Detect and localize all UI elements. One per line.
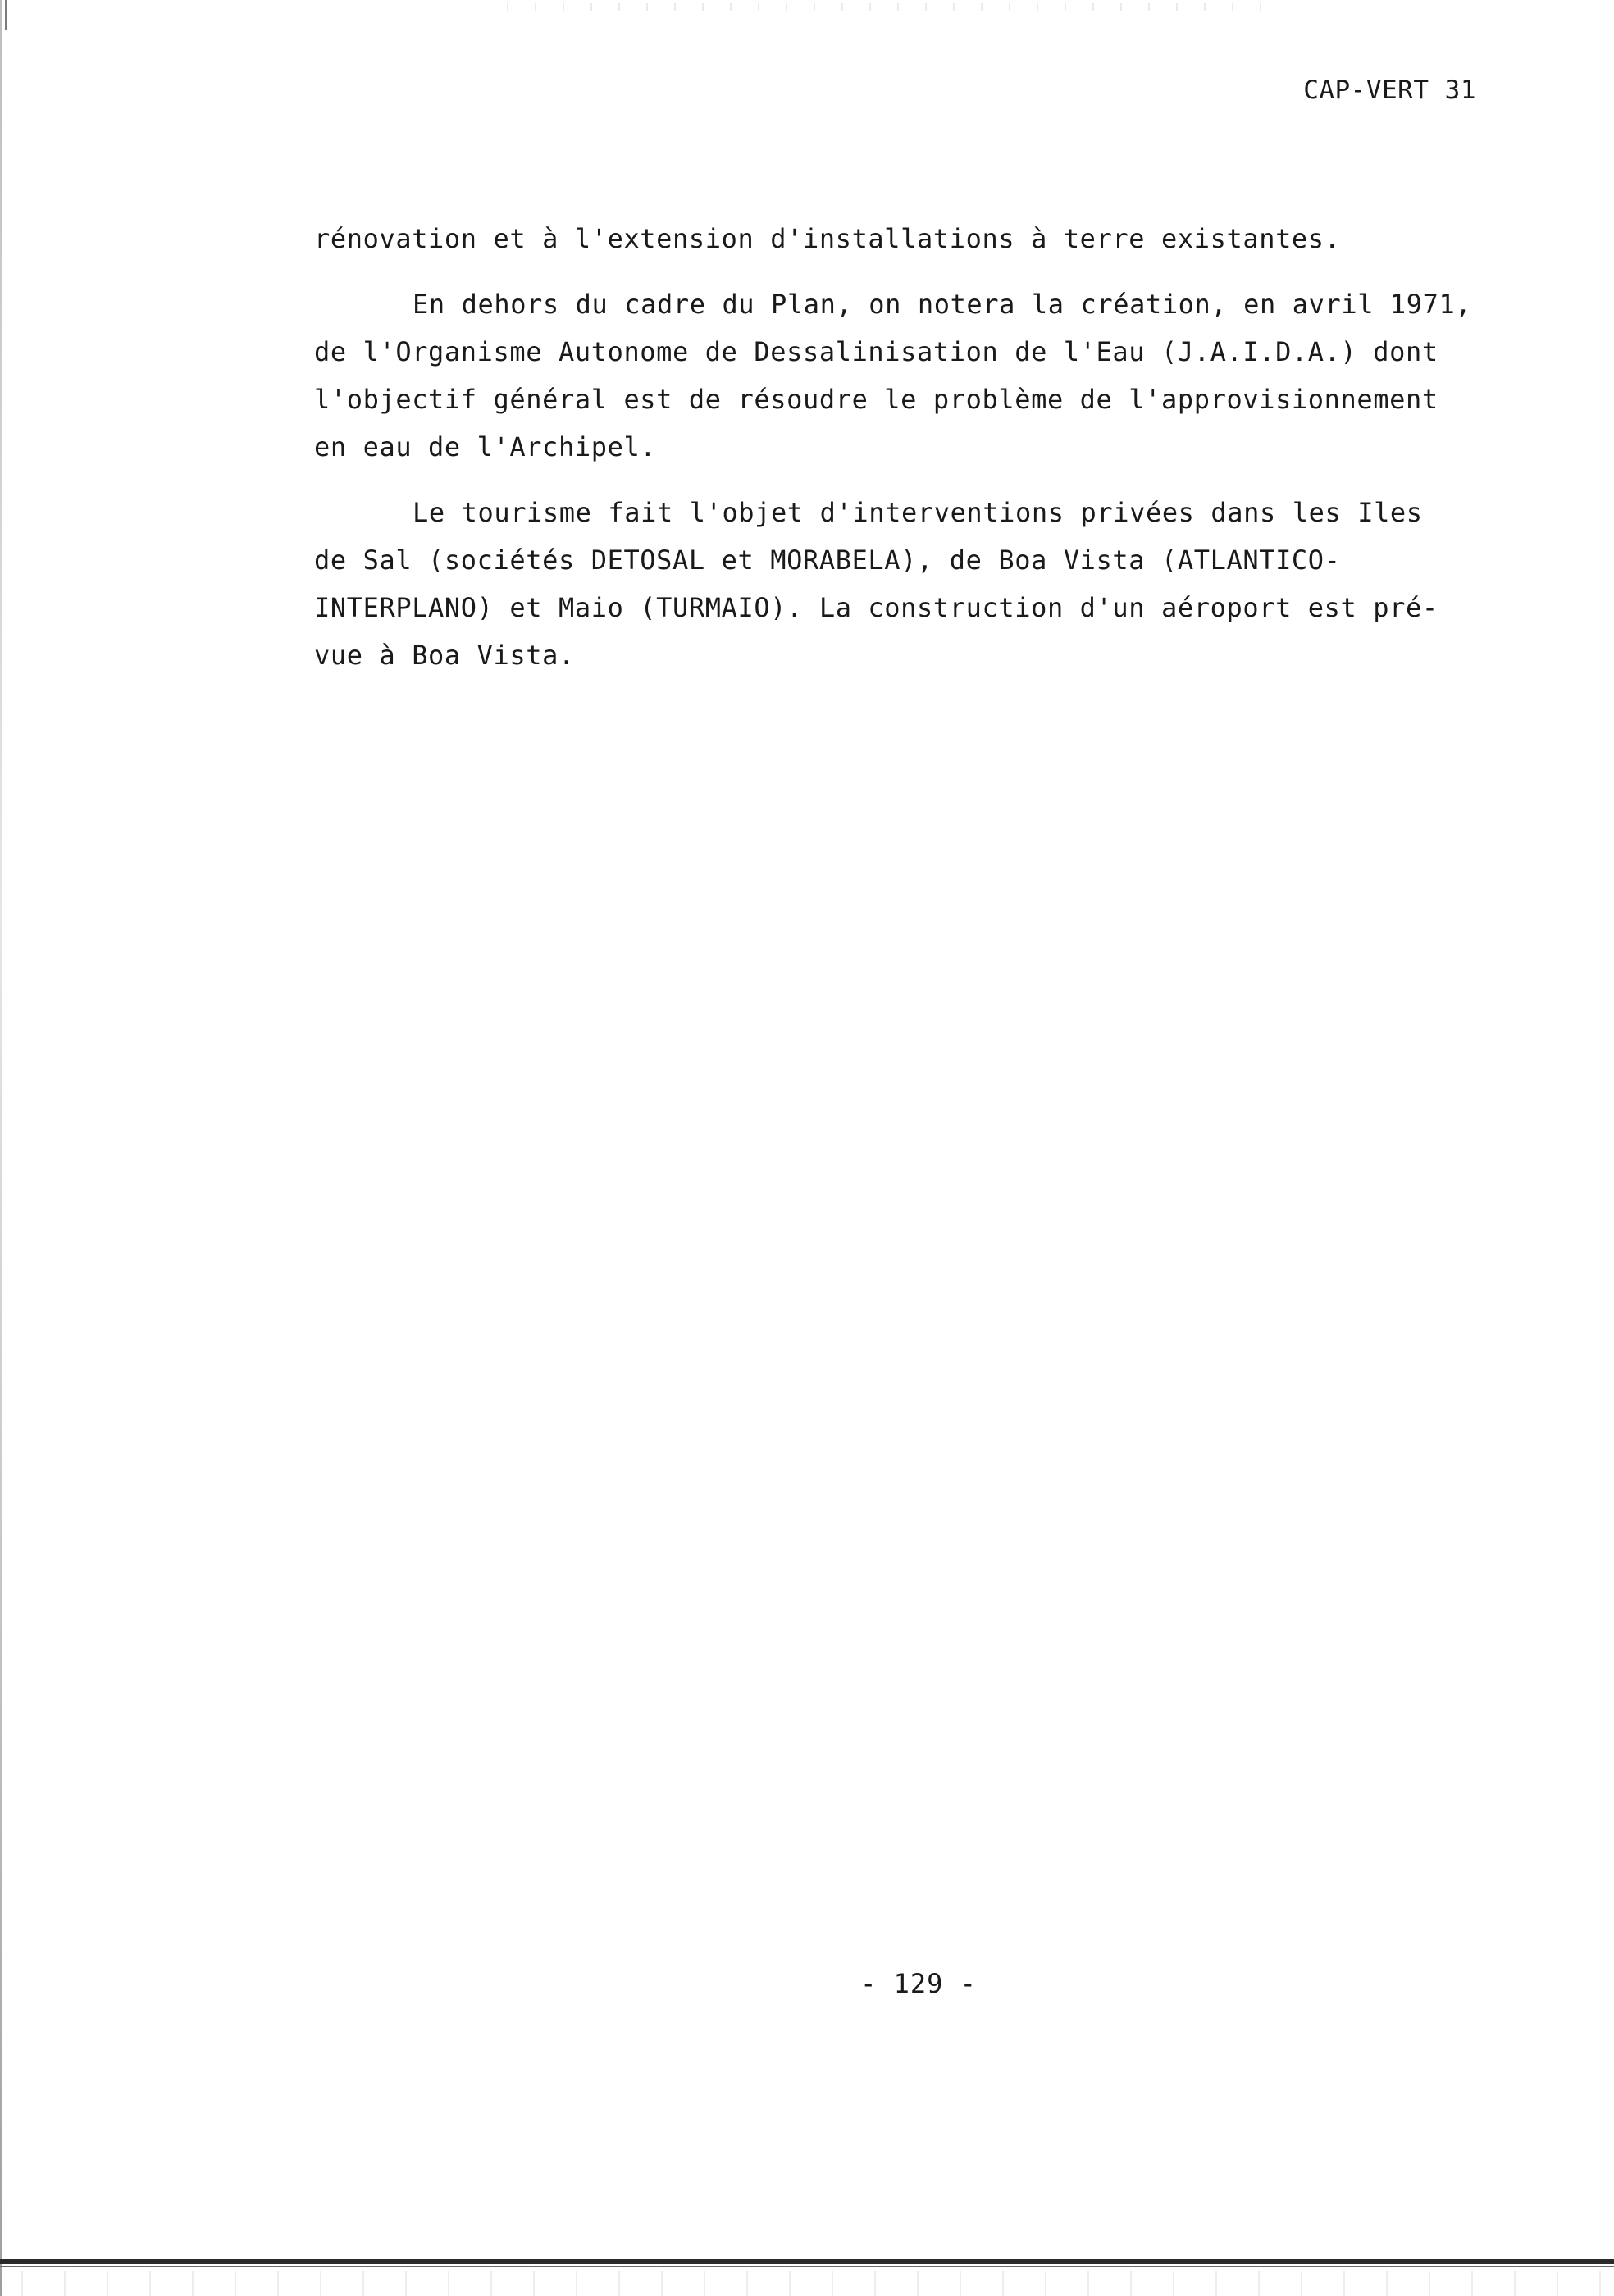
paragraph-3	[314, 489, 1479, 679]
text-line: INTERPLANO) et Maio (TURMAIO). La construction d'un aéroport est pré-	[314, 592, 1438, 623]
scan-edge-mark	[5, 0, 7, 30]
text-line: de Sal (sociétés DETOSAL et MORABELA), de Boa Vista (ATLANTICO-	[314, 544, 1341, 576]
body-text	[314, 215, 1479, 679]
text-line: l'objectif général est de résoudre le problème de l'approvisionnement	[314, 384, 1438, 415]
running-header: CAP-VERT 31	[1303, 75, 1476, 105]
paragraph-1	[314, 215, 1479, 262]
scan-left-edge	[0, 0, 2, 2296]
text-line: en eau de l'Archipel.	[314, 431, 657, 462]
text-line: Le tourisme fait l'objet d'interventions privées dans les Iles	[413, 497, 1423, 528]
scan-top-noise	[492, 3, 1279, 11]
page-number: - 129 -	[860, 1968, 977, 1999]
paragraph-2	[314, 280, 1479, 471]
text-line: rénovation et à l'extension d'installations à terre existantes.	[314, 223, 1341, 254]
scan-bottom-noise	[0, 2271, 1614, 2296]
text-line: En dehors du cadre du Plan, on notera la création, en avril 1971,	[413, 289, 1472, 320]
text-line: de l'Organisme Autonome de Dessalinisation de l'Eau (J.A.I.D.A.) dont	[314, 336, 1438, 367]
scan-bottom-rule	[0, 2259, 1614, 2264]
scan-bottom-rule-thin	[0, 2266, 1614, 2267]
text-line: vue à Boa Vista.	[314, 640, 575, 671]
